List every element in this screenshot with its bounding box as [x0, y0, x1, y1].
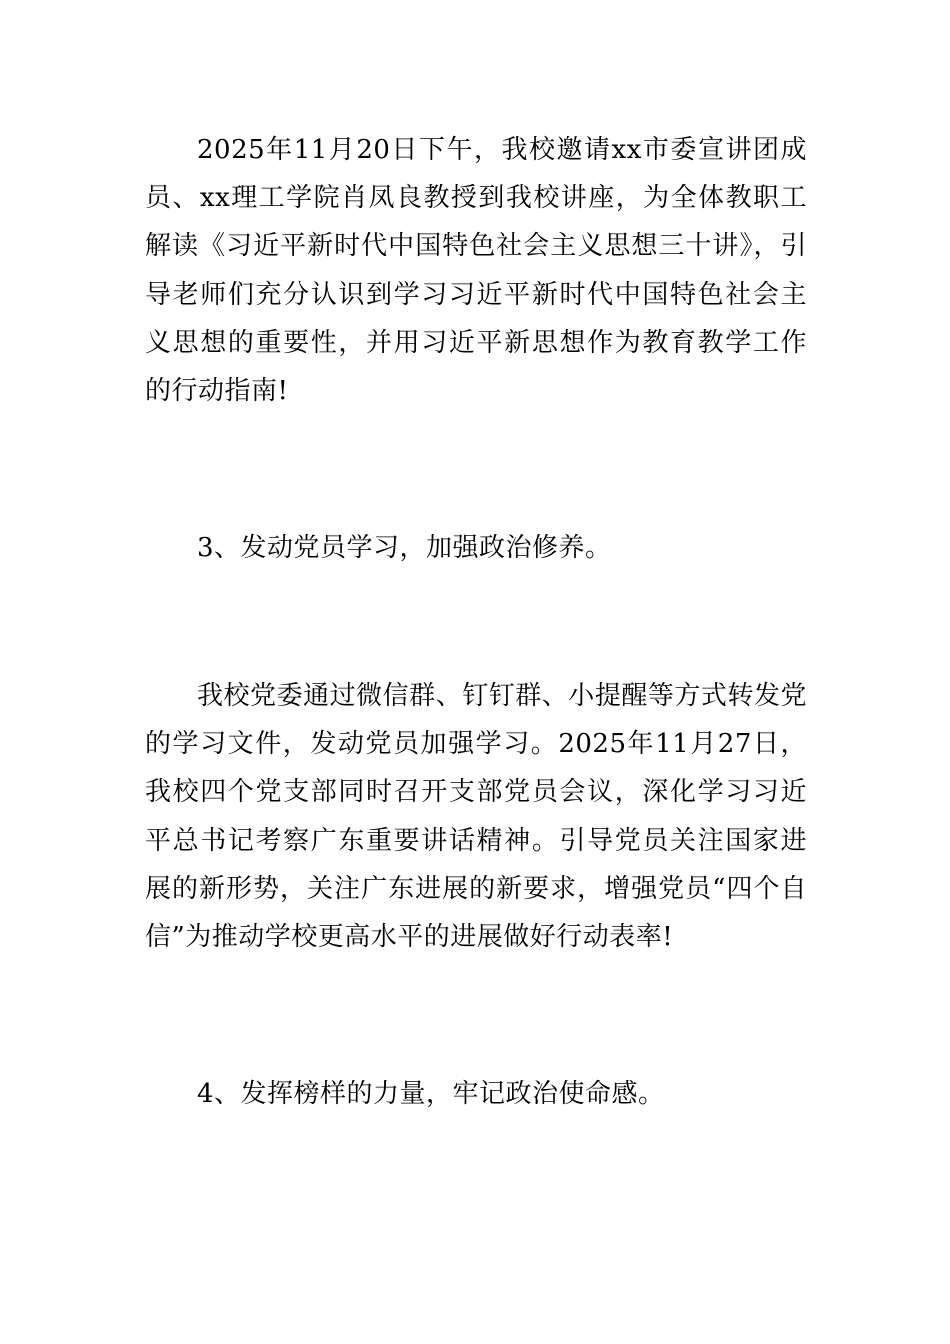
section-heading-3: 3、发动党员学习，加强政治修养。: [197, 533, 612, 563]
paragraph-party-study: 我校党委通过微信群、钉钉群、小提醒等方式转发党的学习文件，发动党员加强学习。2025年11月27日，我校四个党支部同时召开支部党员会议，深化学习习近平总书记考察广东重要讲话精神。引导党员关注国家进展的新形势，关注广东进展的新要求，增强党员“四个自信”为推动学校更高水平的进展做好行动表率!: [145, 681, 807, 953]
section-heading-4: 4、发挥榜样的力量，牢记政治使命感。: [197, 1079, 665, 1109]
paragraph-lecture-report: 2025年11月20日下午，我校邀请xx市委宣讲团成员、xx理工学院肖凤良教授到我校讲座，为全体教职工解读《习近平新时代中国特色社会主义思想三十讲》，引导老师们充分认识到学习习近平新时代中国特色社会主义思想的重要性，并用习近平新思想作为教育教学工作的行动指南!: [145, 135, 807, 407]
